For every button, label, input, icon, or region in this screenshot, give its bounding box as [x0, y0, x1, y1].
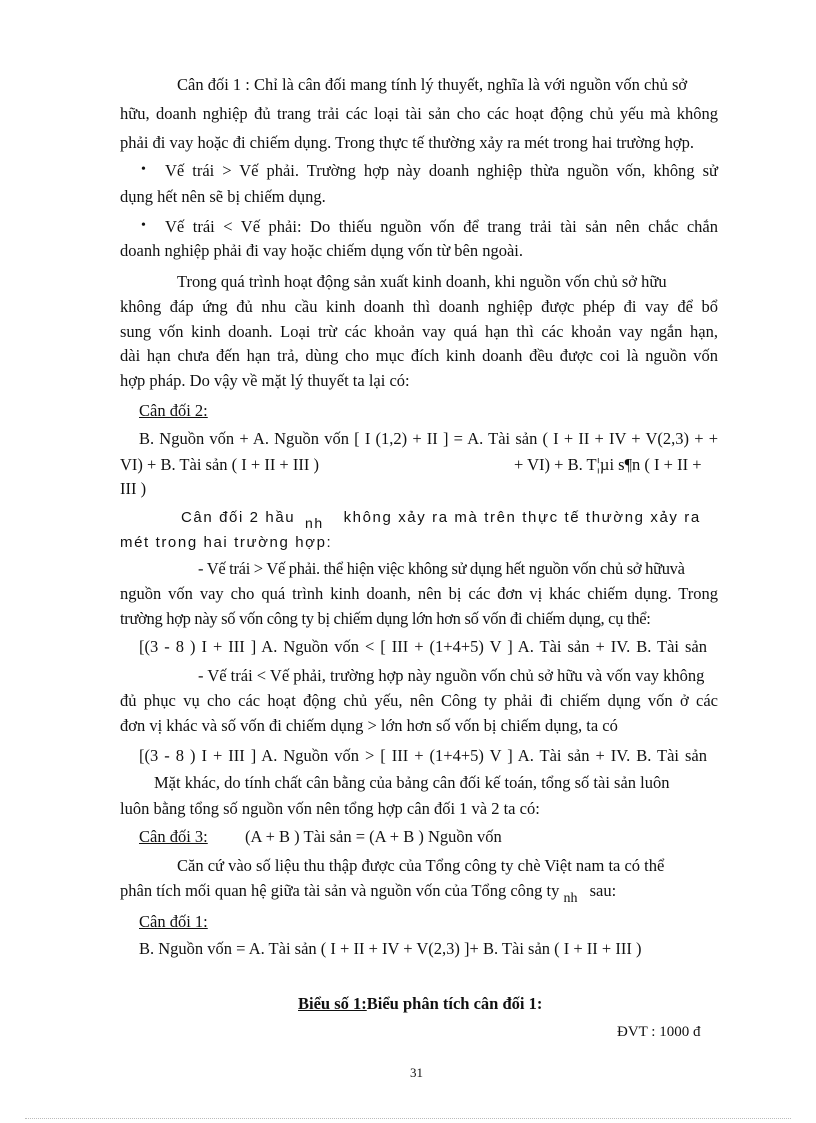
bullet-2-line-2: doanh nghiệp phải đi vay hoặc chiếm dụng vốn từ bên ngoài. — [120, 241, 524, 260]
p2-line-2: không đáp ứng đủ nhu cầu kinh doanh thì doanh nghiệp được phép đi vay để bổ — [120, 297, 718, 316]
bullet-1-line-2: dụng hết nên sẽ bị chiếm dụng. — [120, 187, 326, 206]
bullet-2-line-1: Vế trái < Vế phải: Do thiếu nguồn vốn để trang trải tài sản nên chắc chắn — [165, 217, 718, 236]
can-doi-2-eq-line-1: B. Nguồn vốn + A. Nguồn vốn [ I (1,2) + II ] = A. Tài sản ( I + II + IV + V(2,3) + + — [139, 429, 718, 448]
p4-line-3: trường hợp này số vốn công ty bị chiếm dụng lớn hơn số vốn đi chiếm dụng, cụ thể: — [120, 609, 651, 628]
can-doi-1-equation: B. Nguồn vốn = A. Tài sản ( I + II + IV + V(2,3) ]+ B. Tài sản ( I + II + III ) — [139, 939, 642, 958]
p7-line-2 — [120, 881, 617, 906]
footer-divider — [25, 1118, 791, 1119]
p1-line-2: hữu, doanh nghiệp đủ trang trải các loại tài sản cho các hoạt động chủ yếu mà không — [120, 104, 718, 123]
can-doi-1-heading: Cân đối 1: — [139, 912, 208, 931]
p3-line-2: mét trong hai trường hợp: — [120, 534, 333, 551]
can-doi-2-eq-line-3: III ) — [120, 479, 147, 498]
p5-line-1: - Vế trái < Vế phải, trường hợp này nguồn vốn chủ sở hữu và vốn vay không — [198, 666, 705, 685]
p2-line-5: hợp pháp. Do vậy về mặt lý thuyết ta lại có: — [120, 371, 410, 390]
p7-text-a: phân tích mối quan hệ giữa tài sản và nguồn vốn của Tổng công ty — [120, 881, 560, 900]
p2-line-1: Trong quá trình hoạt động sản xuất kinh doanh, khi nguồn vốn chủ sở hữu — [177, 272, 667, 291]
bullet-icon: • — [141, 218, 146, 233]
p2-line-4: dài hạn chưa đến hạn trả, dùng cho mục đích kinh doanh đều được coi là nguồn vốn — [120, 346, 718, 365]
p4-line-1: - Vế trái > Vế phải. thể hiện việc không sử dụng hết nguồn vốn chủ sở hữuvà — [198, 559, 685, 578]
can-doi-3-heading: Cân đối 3: — [139, 827, 208, 846]
p7-sub: nh — [563, 891, 578, 906]
p6-line-2: luôn bằng tổng số nguồn vốn nên tổng hợp cân đối 1 và 2 ta có: — [120, 799, 540, 818]
bullet-1-line-1: Vế trái > Vế phải. Trường hợp này doanh nghiệp thừa nguồn vốn, không sử — [165, 161, 718, 180]
p3-line-1 — [181, 507, 701, 531]
page-number: 31 — [410, 1065, 423, 1080]
p3-sub: nh — [305, 515, 324, 531]
p3-text-a: Cân đối 2 hầu — [181, 509, 296, 526]
p4-line-2: nguồn vốn vay cho quá trình kinh doanh, nên bị các đơn vị khác chiếm dụng. Trong — [120, 584, 718, 603]
p5-line-3: đơn vị khác và số vốn đi chiếm dụng > lớn hơn số vốn bị chiếm dụng, ta có — [120, 716, 618, 735]
table-title-label: Biểu số 1: — [298, 994, 367, 1013]
p6-line-1: Mặt khác, do tính chất cân bằng của bảng cân đối kế toán, tổng số tài sản luôn — [154, 773, 670, 792]
p5-line-2: đủ phục vụ cho các hoạt động chủ yếu, nên Công ty phải đi chiếm dụng vốn ở các — [120, 691, 718, 710]
can-doi-2-eq-line-2a: VI) + B. Tài sản ( I + II + III ) — [120, 455, 319, 474]
p7-line-1: Căn cứ vào số liệu thu thập được của Tổng công ty chè Việt nam ta có thể — [177, 856, 665, 875]
p3-text-b: không xảy ra mà trên thực tế thường xảy ra — [343, 509, 701, 526]
p7-text-b: sau: — [589, 881, 617, 900]
p1-line-1: Cân đối 1 : Chỉ là cân đối mang tính lý thuyết, nghĩa là với nguồn vốn chủ sở — [177, 75, 688, 94]
p1-line-3: phải đi vay hoặc đi chiếm dụng. Trong thực tế thường xảy ra mét trong hai trường hợp. — [120, 133, 695, 152]
can-doi-3-equation: (A + B ) Tài sản = (A + B ) Nguồn vốn — [245, 827, 502, 846]
table-title-text: Biểu phân tích cân đối 1: — [366, 994, 543, 1013]
p2-line-3: sung vốn kinh doanh. Loại trừ các khoản vay quá hạn thì các khoản vay ngắn hạn, — [120, 322, 718, 341]
equation-2: [(3 - 8 ) I + III ] A. Nguồn vốn > [ III + (1+4+5) V ] A. Tài sản + IV. B. Tài sản — [139, 746, 707, 765]
equation-1: [(3 - 8 ) I + III ] A. Nguồn vốn < [ III + (1+4+5) V ] A. Tài sản + IV. B. Tài sản — [139, 637, 707, 656]
can-doi-2-eq-line-2b: + VI) + B. T¦µi s¶n ( I + II + — [514, 455, 702, 474]
bullet-icon: • — [141, 162, 146, 177]
unit-label: ĐVT : 1000 đ — [617, 1024, 701, 1040]
can-doi-2-heading: Cân đối 2: — [139, 401, 208, 420]
table-title — [298, 994, 542, 1014]
